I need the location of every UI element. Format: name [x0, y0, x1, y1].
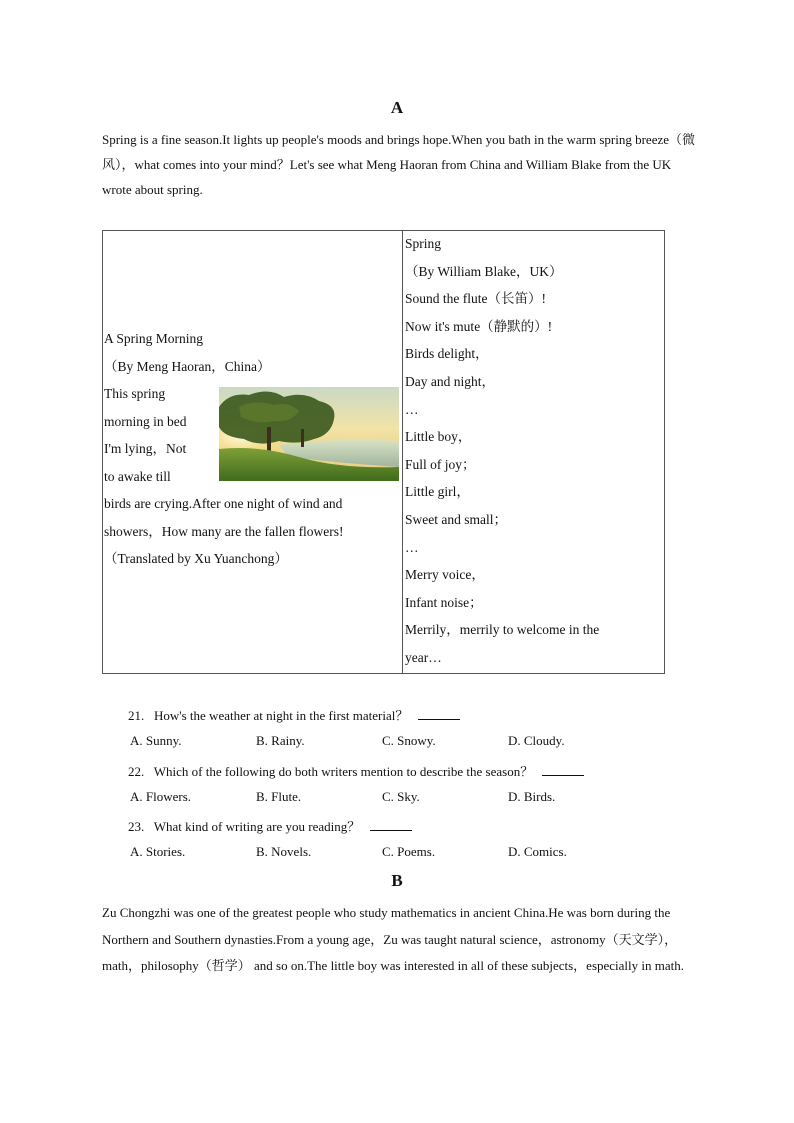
- question-23: [128, 816, 412, 835]
- section-a-intro: Spring is a fine season.It lights up people's moods and brings hope.When you bath in the warm spring breeze（微风），what comes into your mind？Let's see what Meng Haoran from China and William Blake from the UK wrote about spring.: [102, 132, 696, 197]
- right-poem-line: Little boy，: [405, 429, 472, 445]
- right-poem: [405, 230, 599, 672]
- question-text: How's the weather at night in the first material？: [154, 708, 409, 723]
- question-21: [128, 705, 460, 724]
- option: D. Birds.: [508, 789, 556, 804]
- option: D. Comics.: [508, 844, 567, 859]
- question-number: 23.: [128, 819, 145, 834]
- question-number: 21.: [128, 708, 145, 723]
- right-poem-line: Infant noise；: [405, 594, 483, 610]
- spring-landscape-photo: [219, 387, 399, 481]
- right-poem-line: …: [405, 539, 419, 555]
- right-poem-line: Sound the flute（长笛）!: [405, 291, 546, 307]
- left-poem-wrapped: [104, 380, 187, 490]
- option: A. Flowers.: [130, 789, 192, 804]
- section-a-heading: A: [390, 98, 404, 117]
- question-22: [128, 761, 584, 780]
- left-poem-line: birds are crying.After one night of wind and: [104, 496, 343, 511]
- table-divider: [402, 230, 403, 674]
- right-poem-line: Birds delight，: [405, 346, 489, 362]
- question-text: What kind of writing are you reading？: [153, 819, 361, 834]
- left-poem-author: （By Meng Haoran，China）: [104, 358, 271, 374]
- right-poem-line: …: [405, 401, 419, 417]
- section-b-intro: Zu Chongzhi was one of the greatest people who study mathematics in ancient China.He was born during the Northern and Southern dynasties.From a young age，Zu was taught natural science，astronomy（天文学），math，philosophy（哲学） and so on.The little boy was interested in all of these subjects，especially in math.: [102, 905, 685, 973]
- section-b-heading: B: [391, 871, 403, 890]
- right-poem-line: Sweet and small；: [405, 511, 507, 527]
- answer-blank[interactable]: [418, 707, 460, 720]
- right-poem-line: Day and night，: [405, 373, 495, 389]
- left-poem-line: showers，How many are the fallen flowers!: [104, 523, 344, 539]
- right-poem-line: Merry voice，: [405, 567, 485, 583]
- left-poem-line: to awake till: [104, 468, 171, 484]
- option: C. Sky.: [382, 789, 420, 804]
- left-poem-title: A Spring Morning: [104, 331, 204, 346]
- right-poem-line: Little girl，: [405, 484, 470, 500]
- left-poem-line: This spring: [104, 386, 166, 401]
- left-poem-body: [104, 490, 344, 573]
- option: A. Stories.: [130, 844, 186, 859]
- right-poem-author: （By William Blake，UK）: [405, 263, 563, 279]
- option: D. Cloudy.: [508, 733, 565, 748]
- option: B. Novels.: [256, 844, 312, 859]
- right-poem-title: Spring: [405, 236, 442, 251]
- left-poem-translator: （Translated by Xu Yuanchong）: [104, 551, 288, 567]
- answer-blank[interactable]: [542, 763, 584, 776]
- answer-blank[interactable]: [370, 818, 412, 831]
- right-poem-line: year…: [405, 649, 442, 665]
- left-poem-line: morning in bed: [104, 413, 187, 429]
- left-poem-header: [104, 325, 270, 380]
- option: C. Poems.: [382, 844, 436, 859]
- right-poem-line: Now it's mute（静默的）!: [405, 318, 553, 334]
- left-poem-line: I'm lying，Not: [104, 441, 187, 457]
- option: C. Snowy.: [382, 733, 436, 748]
- right-poem-line: Merrily，merrily to welcome in the: [405, 622, 600, 638]
- question-number: 22.: [128, 764, 145, 779]
- option: B. Flute.: [256, 789, 302, 804]
- option: B. Rainy.: [256, 733, 305, 748]
- question-text: Which of the following do both writers mention to describe the season？: [153, 764, 534, 779]
- option: A. Sunny.: [130, 733, 182, 748]
- right-poem-line: Full of joy；: [405, 456, 476, 472]
